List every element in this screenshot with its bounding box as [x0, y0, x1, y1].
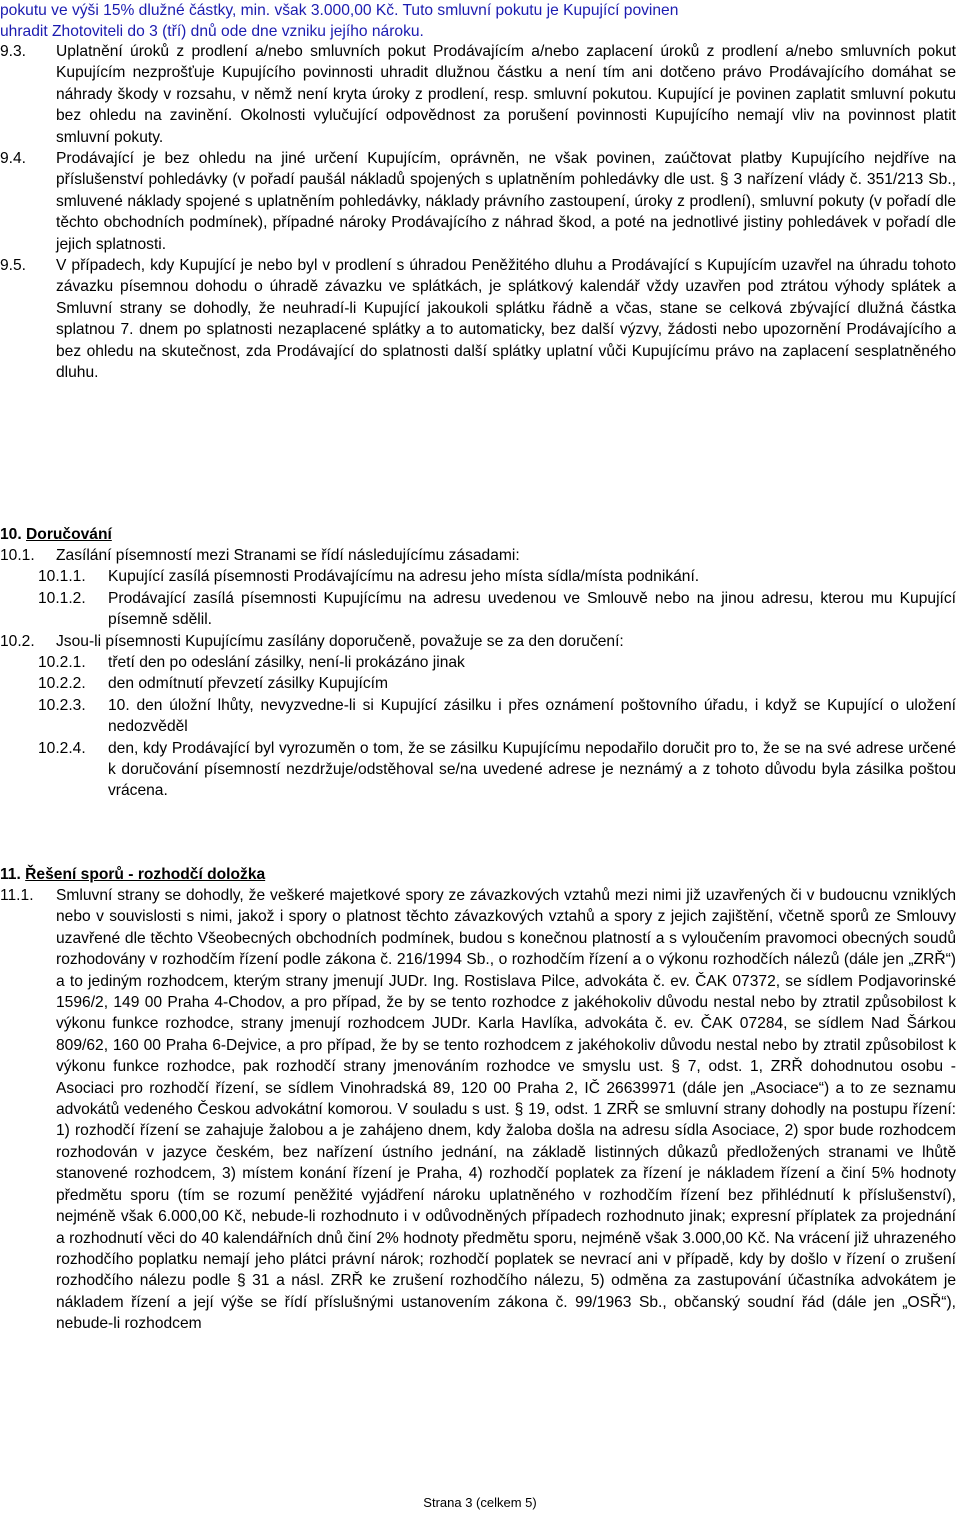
clause-text: Prodávající je bez ohledu na jiné určení Kupujícím, oprávněn, ne však povinen, zaúčtovat platby Kupujícího nejdříve na příslušenství pohledávky (v pořadí paušál nákladů spojených s uplatněním pohledávky dle ust. § 3 nařízení vlády č. 351/213 Sb., smluvené náklady spojené s uplatněním pohledávky, náklady právního zastoupení, úroky z prodlení), smluvní pokuty (v pořadí dle těchto obchodních podmínek), případné nároky Prodávajícího z náhrad škod, a poté na jednotlivé jistiny pohledávek v pořadí dle jejich splatnosti.: [56, 150, 956, 253]
clause-10-2-4: [0, 738, 958, 802]
clause-number: 10.2.: [0, 632, 35, 650]
clause-text: Uplatnění úroků z prodlení a/nebo smluvních pokut Prodávajícím a/nebo zaplacení úroků z prodlení a/nebo smluvních pokut Kupujícím nezprošťuje Kupujícího povinnosti uhradit dlužnou částku a není tím ani dotčeno právo Prodávajícího domáhat se náhrady škody v rozsahu, v němž není kryta úroky z prodlení, resp. smluvní pokutou. Kupující je povinen zaplatit smluvní pokutu bez ohledu na zavinění. Okolnosti vylučující odpovědnost za porušení povinnosti Kupujícího nemají vliv na povinnost platit smluvní pokuty.: [56, 43, 956, 146]
clause-number: 9.4.: [0, 150, 27, 168]
clause-text: Kupující zasílá písemnosti Prodávajícímu na adresu jeho místa sídla/místa podnikání.: [108, 568, 700, 586]
clause-text: Prodávající zasílá písemnosti Kupujícímu na adresu uvedenou ve Smlouvě nebo na jinou adresu, kterou mu Kupující písemně sdělil.: [108, 589, 956, 629]
continued-clause: [0, 0, 960, 43]
clause-text: Smluvní strany se dohodly, že veškeré majetkové spory ze závazkových vztahů mezi nimi již uzavřených či v budoucnu vzniklých nebo v souvislosti s nimi, jakož i spory o platnost těchto závazkových vztahů a spory z jejich zajištění, včetně sporů ze Smlouvy uzavřené dle těchto Všeobecných obchodních podmínek, budou s konečnou platností a s vyloučením pravomoci obecných soudů rozhodovány v rozhodčím řízení podle zákona č. 216/1994 Sb., o rozhodčím řízení a o výkonu rozhodčích nálezů (dále jen „ZRŘ“) a to jediným rozhodcem, kterým strany jmenují JUDr. Ing. Rostislava Pilce, advokáta č. ev. ČAK 07372, se sídlem Podjavorinské 1596/2, 149 00 Praha 4-Chodov, a pro případ, že by se tento rozhodce z jakéhokoliv důvodu nestal nebo by ztratil způsobilost k výkonu funkce rozhodce, strany jmenují rozhodcem JUDr. Karla Havlíka, advokáta č. ev. ČAK 07284, se sídlem Nad Šárkou 809/62, 160 00 Praha 6-Dejvice, a pro případ, že by se tento rozhodcem z jakéhokoliv důvodu nestal nebo by ztratil způsobilost k výkonu funkce rozhodce, pak rozhodčí strany jmenováním rozhodce ve smyslu ust. § 7, odst. 1, ZRŘ dohodnutou osobu - Asociaci pro rozhodčí řízení, se sídlem Vinohradská 89, 120 00 Praha 2, IČ 26639971 (dále jen „Asociace“) a to ze seznamu advokátů vedeného Českou advokátní komorou. V souladu s ust. § 19, odst. 1 ZRŘ se smluvní strany dohodly na postupu řízení: 1) rozhodčí řízení se zahajuje žalobou a je zahájeno dnem, kdy žaloba došla na adresu sídla Asociace, 2) spor bude rozhodcem rozhodován v jazyce českém, bez nařízení ústního jednání, na základě listinných důkazů předložených stranami ve lhůtě stanovené rozhodcem, 3) místem konání řízení je Praha, 4) rozhodčí poplatek za řízení je nákladem řízení a činí 5% hodnoty předmětu sporu (tím se rozumí peněžité vyjádření nároku uplatněného v rozhodčím řízení bez přihlédnutí k příslušenství), nejméně však 6.000,00 Kč, nebude-li rozhodnuto i v odůvodněných případech rozhodnuto jinak; expresní příplatek za projednání a rozhodnutí věci do 40 kalendářních dnů činí 2% hodnoty předmětu sporu, nejméně však 3.000,00 Kč. Na vrácení již uhrazeného rozhodčího poplatku nemají jeho plátci právní nárok; rozhodčí poplatek se nevrací ani v případě, kdy by došlo v řízení o zrušení rozhodčího nálezu podle § 31 a násl. ZRŘ ke zrušení rozhodčího nálezu, 5) odměna za zastupování účastníka advokátem je nákladem řízení a její výše se řídí příslušnými ustanovením zákona č. 99/1963 Sb., občanský soudní řád (dále jen „OSŘ“), nebude-li rozhodcem: [56, 887, 956, 1333]
section-11-heading: [0, 864, 265, 885]
clause-number: 10.2.4.: [38, 739, 86, 757]
clause-text: třetí den po odeslání zásilky, není-li prokázáno jinak: [108, 654, 465, 672]
clause-number: 9.3.: [0, 43, 27, 60]
clause-9-3: [0, 41, 958, 148]
clause-number: 10.2.3.: [38, 696, 86, 714]
clause-10-2-3: [0, 695, 958, 738]
clause-text: 10. den úložní lhůty, nevyzvedne-li si Kupující zásilku i přes oznámení poštovního úřadu, i když se Kupující o uložení nedozvěděl: [108, 696, 956, 736]
page-footer: Strana 3 (celkem 5): [423, 1495, 537, 1510]
clause-10-2-2: [0, 673, 958, 694]
clause-9-5: [0, 255, 958, 383]
clause-10-2: [0, 631, 958, 652]
clause-text: V případech, kdy Kupující je nebo byl v prodlení s úhradou Peněžitého dluhu a Prodávající s Kupujícím uzavřel na úhradu tohoto závazku písemnou dohodu o úhradě závazku ve splátkách, je splátkový kalendář vždy uzavřen pod ztrátou výhody splátek a Smluvní strany se dohodly, že neuhradí-li Kupující jakoukoli splátku řádně a včas, stane se celková zbývající dlužná částka splatnou 7. dnem po splatnosti nezaplacené splátky a to automaticky, bez další výzvy, žádosti nebo upozornění Prodávajícího a bez ohledu na skutečnost, zda Prodávající do splatnosti další splátky uplatní vůči Kupujícímu právo na zaplacení sesplatněného dluhu.: [56, 257, 956, 382]
clause-9-4: [0, 148, 958, 255]
section-number: 11.: [0, 866, 21, 883]
section-number: 10.: [0, 526, 22, 543]
clause-text: den, kdy Prodávající byl vyrozuměn o tom, že se zásilku Kupujícímu nepodařilo doručit pro to, že se na své adrese určené k doručování písemností nezdržuje/odstěhoval se/na uvedené adrese je neznámý a z tohoto důvodu byla zásilka poštou vrácena.: [108, 739, 956, 800]
section-10-clauses: [0, 545, 958, 802]
clause-text: den odmítnutí převzetí zásilky Kupujícím: [108, 675, 388, 693]
clause-number: 10.2.1.: [38, 654, 86, 672]
clause-11-1: [0, 885, 958, 1335]
clause-number: 9.5.: [0, 257, 27, 275]
clause-10-1-2: [0, 588, 958, 631]
clause-number: 10.2.2.: [38, 675, 86, 693]
clause-10-2-1: [0, 652, 958, 673]
clause-10-1: [0, 545, 958, 566]
clause-number: 11.1.: [0, 887, 34, 904]
section-10-heading: [0, 524, 112, 545]
clause-number: 10.1.2.: [38, 589, 86, 607]
section-11-clauses: [0, 885, 958, 1335]
section-9-clauses: [0, 41, 958, 384]
clause-text: Jsou-li písemnosti Kupujícímu zasílány doporučeně, považuje se za den doručení:: [56, 632, 624, 650]
clause-number: 10.1.1.: [38, 568, 86, 586]
clause-10-1-1: [0, 566, 958, 587]
section-title: Doručování: [26, 526, 112, 543]
continued-line: uhradit Zhotoviteli do 3 (tří) dnů ode dne vzniku jejího nároku.: [0, 23, 424, 41]
clause-number: 10.1.: [0, 547, 35, 564]
continued-line: pokutu ve výši 15% dlužné částky, min. však 3.000,00 Kč. Tuto smluvní pokutu je Kupující povinen: [0, 2, 679, 19]
section-title: Řešení sporů - rozhodčí doložka: [25, 866, 266, 883]
clause-text: Zasílání písemností mezi Stranami se řídí následujícímu zásadami:: [56, 547, 520, 564]
